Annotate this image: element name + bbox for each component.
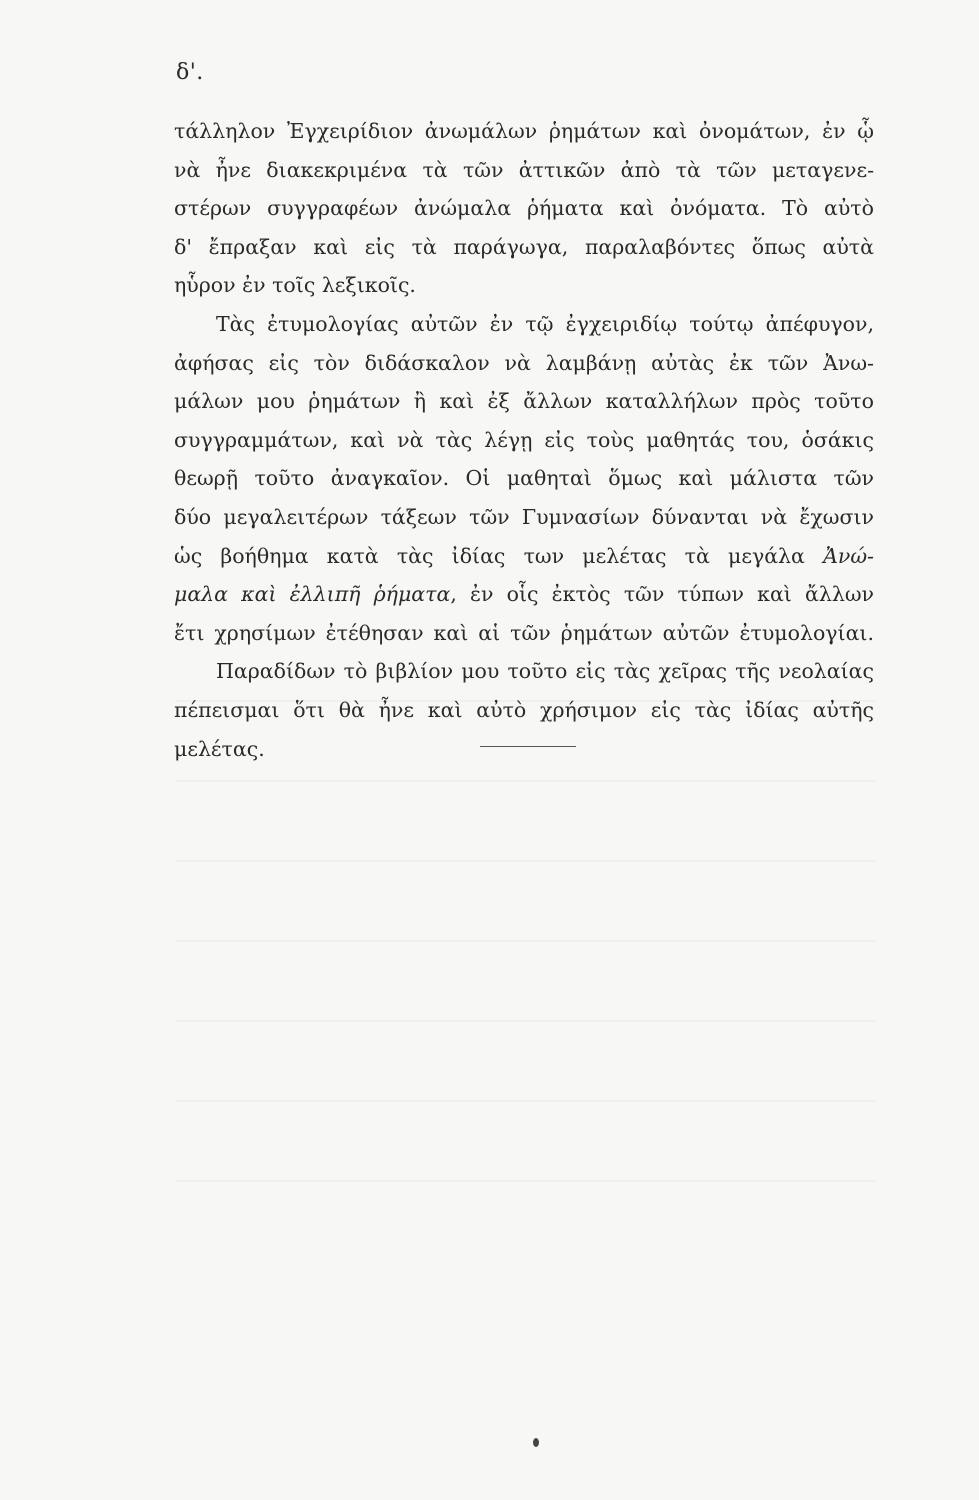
page-number: δ'. (176, 60, 204, 85)
body-text (174, 112, 874, 768)
text-line: δ' ἔπραξαν καὶ εἰς τὰ παράγωγα, παραλαβόντες ὅπως αὐτὰ (174, 234, 874, 259)
text-line-mixed (174, 537, 874, 576)
text-line: ἀφήσας εἰς τὸν διδάσκαλον νὰ λαμβάνῃ αὐτὰς ἐκ τῶν Ἀνω- (174, 350, 874, 375)
bleed-through (176, 780, 876, 782)
bleed-through (176, 700, 876, 702)
text-line: συγγραμμάτων, καὶ νὰ τὰς λέγῃ εἰς τοὺς μαθητάς του, ὁσάκις (174, 427, 874, 452)
bleed-through (176, 1180, 876, 1182)
ink-speck (533, 1438, 539, 1447)
text-line: Τὰς ἐτυμολογίας αὐτῶν ἐν τῷ ἐγχειριδίῳ τούτῳ ἀπέφυγον, (216, 311, 874, 336)
bleed-through (176, 940, 876, 942)
text-line: ηὗρον ἐν τοῖς λεξικοῖς. (174, 273, 416, 298)
text-line: μάλων μου ῥημάτων ἢ καὶ ἐξ ἄλλων καταλλήλων πρὸς τοῦτο (174, 389, 874, 414)
text-line: τάλληλον Ἐγχειρίδιον ἀνωμάλων ῥημάτων καὶ ὀνομάτων, ἐν ᾧ (174, 119, 874, 143)
text-line: Παραδίδων τὸ βιβλίον μου τοῦτο εἰς τὰς χεῖρας τῆς νεολαίας (216, 659, 874, 684)
italic-segment: Ἀνώ- (823, 543, 874, 568)
text-line: μελέτας. (174, 736, 265, 761)
text-line: ἔτι χρησίμων ἐτέθησαν καὶ αἱ τῶν ῥημάτων αὐτῶν ἐτυμολογίαι. (174, 620, 874, 645)
bleed-through (176, 1100, 876, 1102)
text-line-mixed (174, 575, 874, 614)
section-divider (480, 746, 576, 747)
text-segment: ὡς βοήθημα κατὰ τὰς ἰδίας των μελέτας τὰ μεγάλα (174, 543, 805, 568)
text-segment: , ἐν οἷς ἐκτὸς τῶν τύπων καὶ ἄλλων (450, 582, 874, 607)
text-line: πέπεισμαι ὅτι θὰ ἦνε καὶ αὐτὸ χρήσιμον εἰς τὰς ἰδίας αὐτῆς (174, 697, 874, 722)
text-line: θεωρῇ τοῦτο ἀναγκαῖον. Οἱ μαθηταὶ ὅμως καὶ μάλιστα τῶν (174, 466, 874, 491)
text-line: νὰ ἦνε διακεκριμένα τὰ τῶν ἀττικῶν ἀπὸ τὰ τῶν μεταγενε- (174, 157, 874, 182)
bleed-through (176, 860, 876, 862)
bleed-through (176, 1020, 876, 1022)
italic-segment: μαλα καὶ ἐλλιπῆ ῥήματα (174, 582, 451, 607)
text-line: δύο μεγαλειτέρων τάξεων τῶν Γυμνασίων δύνανται νὰ ἔχωσιν (174, 504, 874, 529)
text-line: στέρων συγγραφέων ἀνώμαλα ῥήματα καὶ ὀνόματα. Τὸ αὐτὸ (174, 196, 874, 221)
